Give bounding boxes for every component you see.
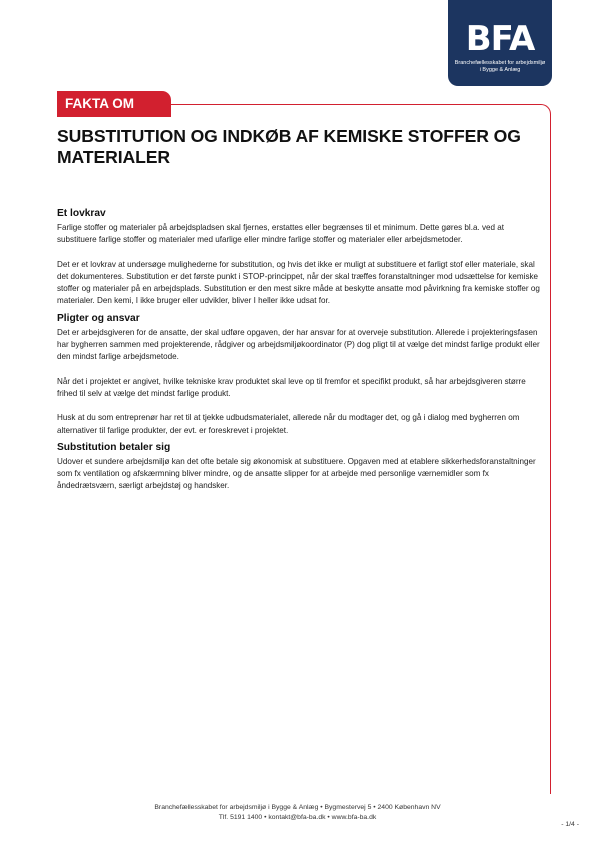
paragraph: Farlige stoffer og materialer på arbejdspladsen skal fjernes, erstattes eller begrænses til et minimum. Dette gøres bl.a. ved at substituere farlige stoffer og materialer med ufarlige eller mindre farlige stoffer og materialer eller arbejdsmetoder.: [57, 223, 505, 245]
logo-tagline-line2: i Bygge & Anlæg: [479, 67, 521, 73]
paragraph: Det er et lovkrav at undersøge mulighederne for substitution, og hvis det ikke er muligt at substituere et farligt stof eller materiale, skal det dokumenteres. Substitution er det første punkt i STOP-princippet, når der skal træffes foranstaltninger mod udsættelse for kemiske stoffer og materialer på en arbejdsplads. Substitution er den mest sikre måde at beskytte ansatte mod påvirkning fra kemiske stoffer og materialer. Den kemi, I ikke bruger eller udvikler, bliver I heller ikke udsat for.: [57, 259, 540, 306]
footer-address: Branchefællesskabet for arbejdsmiljø i Bygge & Anlæg • Bygmestervej 5 • 2400 København NV: [154, 804, 441, 811]
section-lovkrav: [57, 208, 541, 308]
footer: [0, 803, 595, 823]
paragraph: Når det i projektet er angivet, hvilke tekniske krav produktet skal leve op til fremfor et specifikt produkt, så har arbejdsgiveren større frihed til selv at vælge det mindst farlige produkt.: [57, 376, 526, 398]
paragraph: Det er arbejdsgiveren for de ansatte, der skal udføre opgaven, der har ansvar for at overveje substitution. Allerede i projekteringsfasen har bygherren sammen med projekterende, rådgiver og arbejdsmiljøkoordinator (P) dog pligt til at vælge det mindst farlige produkt eller den mindst farlige arbejdsmetode.: [57, 327, 540, 362]
logo-tagline: [448, 60, 552, 74]
document-body: [57, 208, 541, 493]
section-pligter: [57, 313, 541, 437]
logo-mark: BFA: [465, 19, 535, 59]
section-heading: Substitution betaler sig: [57, 441, 171, 453]
section-heading: Pligter og ansvar: [57, 312, 140, 324]
fakta-om-tab: FAKTA OM: [57, 91, 171, 117]
page-title: SUBSTITUTION OG INDKØB AF KEMISKE STOFFER OG MATERIALER: [57, 126, 521, 167]
section-betaler-sig: [57, 442, 541, 493]
paragraph: Udover et sundere arbejdsmiljø kan det ofte betale sig økonomisk at substituere. Opgaven med at etablere sikkerhedsforanstaltninger som fx ventilation og afskærmning bliver mindre, og de ansatte slipper for at arbejde med personlige værnemidler som fx åndedrætsværn, særligt arbejdstøj og handsker.: [57, 456, 536, 491]
page-number: - 1/4 -: [561, 821, 579, 828]
section-heading: Et lovkrav: [57, 208, 106, 219]
logo-tagline-line1: Branchefællesskabet for arbejdsmiljø: [454, 60, 546, 66]
bfa-logo: [448, 0, 552, 86]
paragraph: Husk at du som entreprenør har ret til at tjekke udbudsmaterialet, allerede når du modtager det, og gå i dialog med bygherren om alternativer til farlige produkter, der evt. er foreskrevet i projektet.: [57, 413, 520, 435]
footer-contact: Tlf. 5191 1400 • kontakt@bfa-ba.dk • www.bfa-ba.dk: [218, 814, 377, 821]
